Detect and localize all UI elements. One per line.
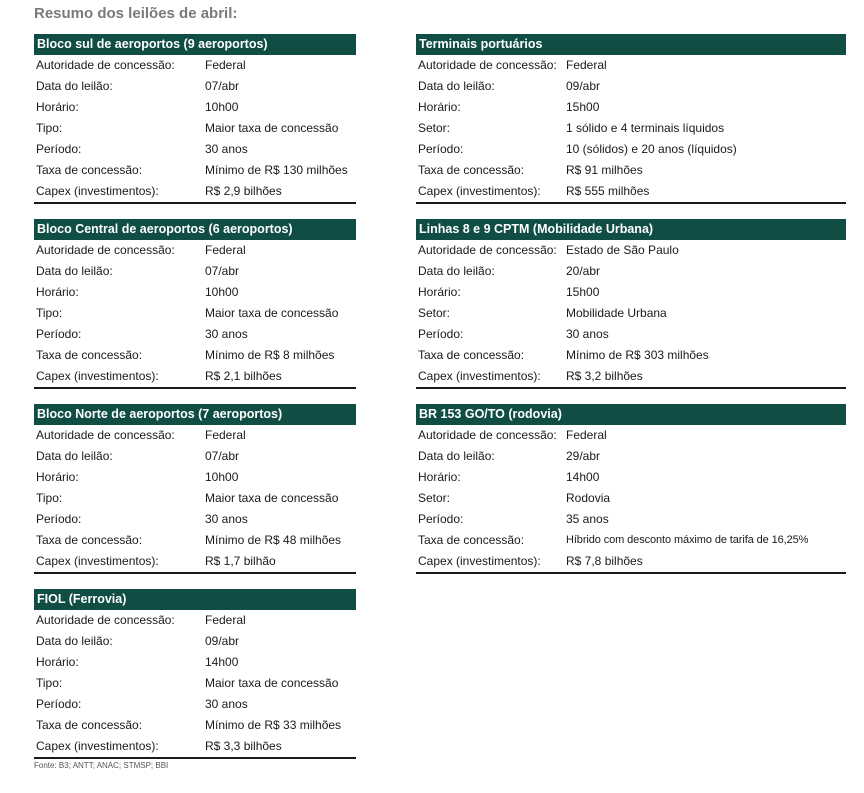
row-label: Autoridade de concessão: bbox=[418, 58, 557, 72]
card-terminais-portuarios bbox=[416, 34, 846, 204]
row-value: Mínimo de R$ 8 milhões bbox=[205, 348, 335, 362]
row-label: Data do leilão: bbox=[36, 264, 113, 278]
row-taxa bbox=[34, 530, 356, 551]
row-capex bbox=[34, 366, 356, 387]
row-horario bbox=[34, 467, 356, 488]
row-capex bbox=[416, 366, 846, 387]
row-periodo bbox=[34, 139, 356, 160]
card-br153 bbox=[416, 404, 846, 574]
card-rows bbox=[34, 610, 356, 759]
row-label: Data do leilão: bbox=[36, 449, 113, 463]
row-capex bbox=[34, 551, 356, 572]
row-data bbox=[416, 261, 846, 282]
row-setor bbox=[416, 118, 846, 139]
row-setor bbox=[416, 303, 846, 324]
row-value: R$ 3,3 bilhões bbox=[205, 739, 282, 753]
row-label: Horário: bbox=[36, 285, 79, 299]
card-title: Bloco Norte de aeroportos (7 aeroportos) bbox=[34, 404, 356, 425]
row-label: Horário: bbox=[418, 285, 461, 299]
card-bloco-sul bbox=[34, 34, 356, 204]
row-value: 30 anos bbox=[205, 327, 248, 341]
row-taxa bbox=[34, 345, 356, 366]
row-value: Federal bbox=[566, 428, 607, 442]
row-value: 15h00 bbox=[566, 100, 600, 114]
row-value: R$ 3,2 bilhões bbox=[566, 369, 643, 383]
row-label: Horário: bbox=[36, 100, 79, 114]
card-bloco-central bbox=[34, 219, 356, 389]
row-value: R$ 555 milhões bbox=[566, 184, 650, 198]
row-label: Período: bbox=[418, 512, 464, 526]
row-label: Autoridade de concessão: bbox=[418, 428, 557, 442]
row-label: Taxa de concessão: bbox=[36, 718, 143, 732]
row-tipo bbox=[34, 673, 356, 694]
row-label: Taxa de concessão: bbox=[418, 163, 525, 177]
row-data bbox=[34, 446, 356, 467]
row-value: Mobilidade Urbana bbox=[566, 306, 667, 320]
card-rows bbox=[416, 240, 846, 389]
row-value: Estado de São Paulo bbox=[566, 243, 679, 257]
card-title: Bloco Central de aeroportos (6 aeroportos) bbox=[34, 219, 356, 240]
row-value: 15h00 bbox=[566, 285, 600, 299]
row-periodo bbox=[34, 694, 356, 715]
row-horario bbox=[416, 282, 846, 303]
row-label: Data do leilão: bbox=[418, 79, 495, 93]
row-label: Horário: bbox=[36, 655, 79, 669]
row-label: Período: bbox=[36, 142, 82, 156]
row-capex bbox=[416, 551, 846, 572]
row-value: Mínimo de R$ 33 milhões bbox=[205, 718, 342, 732]
row-label: Tipo: bbox=[36, 676, 63, 690]
row-horario bbox=[34, 282, 356, 303]
row-setor bbox=[416, 488, 846, 509]
row-periodo bbox=[34, 509, 356, 530]
row-label: Data do leilão: bbox=[36, 79, 113, 93]
row-value: 20/abr bbox=[566, 264, 601, 278]
row-label: Capex (investimentos): bbox=[418, 554, 541, 568]
row-value: 14h00 bbox=[205, 655, 239, 669]
row-label: Período: bbox=[36, 327, 82, 341]
row-data bbox=[34, 261, 356, 282]
row-value: 14h00 bbox=[566, 470, 600, 484]
row-label: Data do leilão: bbox=[418, 264, 495, 278]
row-value: 10 (sólidos) e 20 anos (líquidos) bbox=[566, 142, 737, 156]
row-horario bbox=[34, 652, 356, 673]
row-autoridade bbox=[416, 240, 846, 261]
row-data bbox=[34, 76, 356, 97]
row-periodo bbox=[34, 324, 356, 345]
row-tipo bbox=[34, 118, 356, 139]
row-value: R$ 7,8 bilhões bbox=[566, 554, 643, 568]
row-data bbox=[34, 631, 356, 652]
row-taxa bbox=[416, 160, 846, 181]
row-value: R$ 1,7 bilhão bbox=[205, 554, 276, 568]
row-label: Autoridade de concessão: bbox=[418, 243, 557, 257]
row-label: Horário: bbox=[418, 100, 461, 114]
row-label: Taxa de concessão: bbox=[36, 348, 143, 362]
row-label: Período: bbox=[418, 327, 464, 341]
row-taxa bbox=[416, 345, 846, 366]
row-label: Capex (investimentos): bbox=[36, 184, 159, 198]
row-value: 09/abr bbox=[566, 79, 601, 93]
row-data bbox=[416, 446, 846, 467]
row-label: Capex (investimentos): bbox=[418, 184, 541, 198]
row-taxa bbox=[34, 715, 356, 736]
row-label: Taxa de concessão: bbox=[418, 348, 525, 362]
row-taxa bbox=[416, 530, 846, 551]
card-title: BR 153 GO/TO (rodovia) bbox=[416, 404, 846, 425]
card-rows bbox=[34, 240, 356, 389]
row-autoridade bbox=[416, 55, 846, 76]
row-value: 07/abr bbox=[205, 449, 240, 463]
row-autoridade bbox=[34, 55, 356, 76]
row-value: 30 anos bbox=[205, 697, 248, 711]
row-value: 10h00 bbox=[205, 470, 239, 484]
row-label: Período: bbox=[36, 512, 82, 526]
card-rows bbox=[34, 55, 356, 204]
row-value: Federal bbox=[205, 58, 246, 72]
card-rows bbox=[34, 425, 356, 574]
row-value: Federal bbox=[566, 58, 607, 72]
row-value: 29/abr bbox=[566, 449, 601, 463]
row-value: 30 anos bbox=[566, 327, 609, 341]
card-title: Linhas 8 e 9 CPTM (Mobilidade Urbana) bbox=[416, 219, 846, 240]
row-autoridade bbox=[34, 240, 356, 261]
row-label: Tipo: bbox=[36, 306, 63, 320]
row-data bbox=[416, 76, 846, 97]
source-note: Fonte: B3; ANTT; ANAC; STMSP; BBI bbox=[34, 761, 169, 770]
row-autoridade bbox=[34, 610, 356, 631]
row-value: R$ 91 milhões bbox=[566, 163, 643, 177]
row-value: Federal bbox=[205, 613, 246, 627]
row-capex bbox=[34, 736, 356, 757]
row-label: Capex (investimentos): bbox=[36, 554, 159, 568]
row-value: Maior taxa de concessão bbox=[205, 306, 339, 320]
row-value: R$ 2,1 bilhões bbox=[205, 369, 282, 383]
row-label: Autoridade de concessão: bbox=[36, 243, 175, 257]
row-value: 09/abr bbox=[205, 634, 240, 648]
row-label: Tipo: bbox=[36, 491, 63, 505]
row-label: Período: bbox=[36, 697, 82, 711]
row-label: Taxa de concessão: bbox=[418, 533, 525, 547]
row-label: Capex (investimentos): bbox=[36, 369, 159, 383]
card-linhas-cptm bbox=[416, 219, 846, 389]
row-label: Horário: bbox=[36, 470, 79, 484]
row-value: 35 anos bbox=[566, 512, 609, 526]
card-bloco-norte bbox=[34, 404, 356, 574]
row-tipo bbox=[34, 488, 356, 509]
row-value: Maior taxa de concessão bbox=[205, 676, 339, 690]
row-periodo bbox=[416, 509, 846, 530]
row-horario bbox=[34, 97, 356, 118]
row-label: Autoridade de concessão: bbox=[36, 428, 175, 442]
row-value: 30 anos bbox=[205, 512, 248, 526]
row-label: Taxa de concessão: bbox=[36, 163, 143, 177]
row-periodo bbox=[416, 139, 846, 160]
row-capex bbox=[416, 181, 846, 202]
row-label: Autoridade de concessão: bbox=[36, 613, 175, 627]
row-label: Horário: bbox=[418, 470, 461, 484]
card-rows bbox=[416, 425, 846, 574]
row-value: Maior taxa de concessão bbox=[205, 491, 339, 505]
row-tipo bbox=[34, 303, 356, 324]
row-value: Mínimo de R$ 48 milhões bbox=[205, 533, 342, 547]
row-value: Híbrido com desconto máximo de tarifa de 16,25% bbox=[566, 534, 809, 546]
row-value: Mínimo de R$ 303 milhões bbox=[566, 348, 709, 362]
row-value: Maior taxa de concessão bbox=[205, 121, 339, 135]
row-value: 10h00 bbox=[205, 100, 239, 114]
row-autoridade bbox=[34, 425, 356, 446]
row-label: Capex (investimentos): bbox=[418, 369, 541, 383]
card-fiol bbox=[34, 589, 356, 759]
row-horario bbox=[416, 467, 846, 488]
card-rows bbox=[416, 55, 846, 204]
row-periodo bbox=[416, 324, 846, 345]
page-title: Resumo dos leilões de abril: bbox=[34, 5, 238, 22]
card-title: Terminais portuários bbox=[416, 34, 846, 55]
row-label: Setor: bbox=[418, 306, 451, 320]
row-value: Mínimo de R$ 130 milhões bbox=[205, 163, 348, 177]
row-label: Autoridade de concessão: bbox=[36, 58, 175, 72]
row-label: Data do leilão: bbox=[36, 634, 113, 648]
row-value: 07/abr bbox=[205, 264, 240, 278]
row-label: Capex (investimentos): bbox=[36, 739, 159, 753]
row-label: Taxa de concessão: bbox=[36, 533, 143, 547]
row-label: Período: bbox=[418, 142, 464, 156]
row-label: Tipo: bbox=[36, 121, 63, 135]
row-value: 10h00 bbox=[205, 285, 239, 299]
row-value: Federal bbox=[205, 243, 246, 257]
row-capex bbox=[34, 181, 356, 202]
row-value: 30 anos bbox=[205, 142, 248, 156]
row-label: Setor: bbox=[418, 491, 451, 505]
row-label: Data do leilão: bbox=[418, 449, 495, 463]
card-title: Bloco sul de aeroportos (9 aeroportos) bbox=[34, 34, 356, 55]
row-value: 07/abr bbox=[205, 79, 240, 93]
row-value: Rodovia bbox=[566, 491, 611, 505]
row-autoridade bbox=[416, 425, 846, 446]
row-value: Federal bbox=[205, 428, 246, 442]
row-horario bbox=[416, 97, 846, 118]
row-taxa bbox=[34, 160, 356, 181]
row-label: Setor: bbox=[418, 121, 451, 135]
card-title: FIOL (Ferrovia) bbox=[34, 589, 356, 610]
row-value: 1 sólido e 4 terminais líquidos bbox=[566, 121, 725, 135]
row-value: R$ 2,9 bilhões bbox=[205, 184, 282, 198]
